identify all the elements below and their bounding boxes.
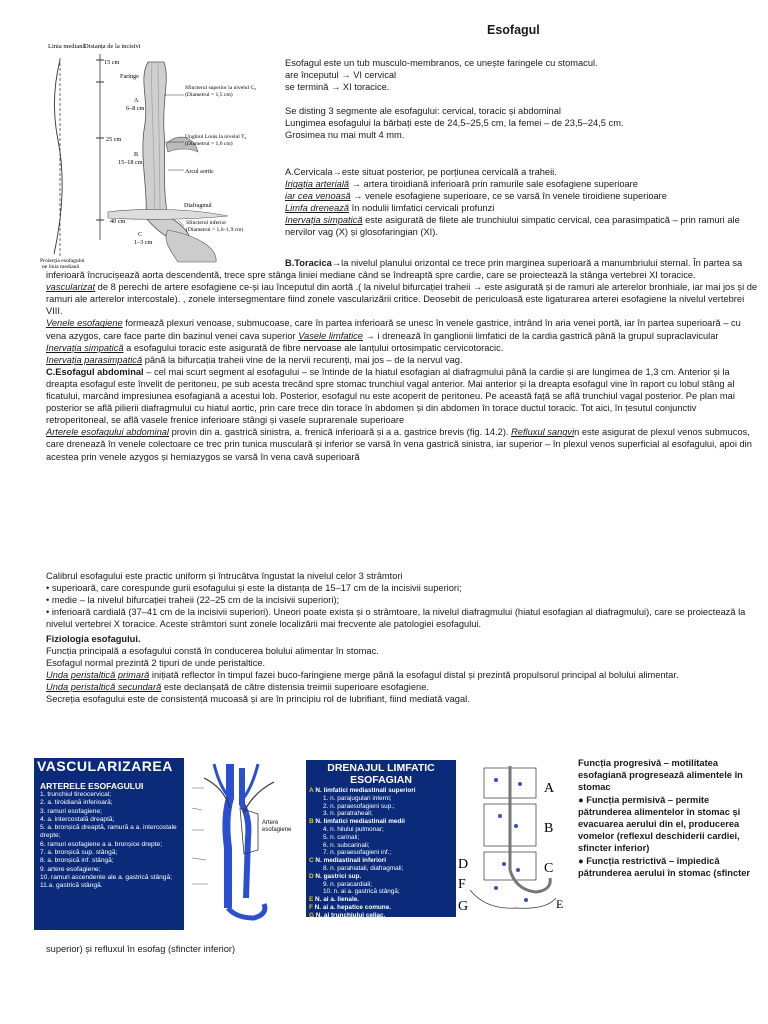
list-item: 11.a. gastrică stângă. xyxy=(40,882,103,890)
intro-line: Se disting 3 segmente ale esofagului: cervical, toracic și abdominal xyxy=(285,106,561,117)
list-item: F N. ai a. hepatice comune. xyxy=(309,903,392,911)
fig-label-pharynx: Faringe xyxy=(120,73,139,80)
intro-block xyxy=(285,57,755,142)
fig-label-15-18cm: 15–18 cm xyxy=(118,159,143,166)
drawing-letter-g: G xyxy=(458,899,469,914)
physiology-heading: Fiziologia esofagului. xyxy=(46,634,141,644)
arteries-subtitle: ARTERELE ESOFAGULUI xyxy=(40,781,144,791)
fig-label-lower-sphincter: Sfincterul inferior (Diametrul = 1,6–1,9 cm) xyxy=(186,220,244,233)
caliber-bullet: • superioară, care corespunde gurii esofagului și este la distanța de 15–17 cm de la incisivii superiori; xyxy=(46,583,462,594)
drainage-list xyxy=(309,787,416,920)
list-item: 4. a. intercostală dreaptă; xyxy=(40,815,115,823)
thoracic-veins-text: formează plexuri venoase, submucoase, care în partea inferioară se unesc în venele gastrice, intrând în aria venei portă, iar în partea superioară – cu vena azygos, care face parte din bazinul venei cava superior xyxy=(46,318,741,341)
list-item: 9. n. paracardiali; xyxy=(323,880,373,888)
thoracic-vasc-label: vascularizat xyxy=(46,282,96,293)
physiology-line: Funcția principală a esofagului constă în conducerea bolului alimentar în stomac. xyxy=(46,646,379,657)
cervical-lymph-label: Limfa drenează xyxy=(285,203,350,214)
list-item: E N. ai a. lienale. xyxy=(309,896,360,904)
list-item: A N. limfatici mediastinali superiori xyxy=(309,787,416,794)
thoracic-para-text: până la bifurcația traheii vine de la nervii recurenți, mai jos – de la nervul vag. xyxy=(142,354,463,365)
abdominal-arteries-text: provin din a. gastrică sinistra, a. frenică inferioară și a a. gastrice brevis (fig. 14.2). xyxy=(169,427,512,438)
thoracic-lymph-label: Vasele limfatice xyxy=(298,330,363,341)
list-item: 7. n. paraesofagieni inf.; xyxy=(323,849,392,857)
thoracic-section xyxy=(46,257,758,463)
caliber-bullet: • medie – la nivelul bifurcației traheii (22–25 cm de la incisivii superiori); xyxy=(46,595,340,606)
intro-line: Lungimea esofagului la bărbați este de 24,5–25,5 cm, la femei – de 23,5–24,5 cm. xyxy=(285,118,624,129)
esophagus-anatomy-figure xyxy=(38,40,283,268)
cervical-arterial-text: → artera tiroidiană inferioară prin ramurile sale esofagiene superioare xyxy=(349,179,638,190)
thoracic-lymph-text: → i drenează în ganglionii limfatici de la cardia gastrică până la grupul supraclavicular xyxy=(362,330,719,341)
drawing-letter-b: B xyxy=(544,821,554,836)
cervical-venous-text: → venele esofagiene superioare, ce se varsă în venele tiroidiene superioare xyxy=(350,191,667,202)
list-item: 4. n. hilului pulmonar; xyxy=(323,825,384,833)
list-item: 6. ramuri esofagiene a a. bronșice drepte; xyxy=(40,840,163,848)
thoracic-vasc-text: de 8 perechi de artere esofagiene ce-și iau începutul din aortă .( la nivelul bifurcației traheii → este asigurată și de ramuri ale arterelor bronhiale, iar mai jos și de ramuri ale arterelor intercostale). , zonele intersegmentare fiind zonele vascularizării critice. Deosebit de periculoasă este ligaturarea arterei esofagiene la nivelul vertebrei VIII. xyxy=(46,282,758,317)
list-item: 2. a. tiroidiană inferioară; xyxy=(40,799,113,807)
drawing-label-esophageal: esofagiene xyxy=(262,827,292,833)
list-item: B N. limfatici mediastinali medii xyxy=(309,818,405,826)
function-progressive: Funcția progresivă – motilitatea esofagiană progresează alimentele în stomac xyxy=(578,758,743,793)
cervical-innervation-text: este asigurată de filete ale trunchiului simpatic cervical, cea parasimpatică – prin ramuri ale nervilor vag (X) și glosofaringian (XI). xyxy=(285,215,740,238)
abdominal-heading: C.Esofagul abdominal xyxy=(46,366,144,377)
fig-label-c: C xyxy=(138,231,143,238)
list-item: 5. n. carinali; xyxy=(323,833,360,841)
drainage-title: DRENAJUL LIMFATIC ESOFAGIAN xyxy=(327,762,435,786)
cervical-venous-label: iar cea venoasă xyxy=(285,191,351,202)
physiology-section xyxy=(46,633,758,706)
list-item: 6. n. subcarinali; xyxy=(323,841,370,849)
thoracic-sym-text: a esofagului toracic este asigurată de fibre nervoase ale lanțului ortosimpatic cervicotoracic. xyxy=(123,342,504,353)
list-item: C N. mediastinali inferiori xyxy=(309,857,387,865)
list-item: 3. ramuri esofagiene; xyxy=(40,807,102,815)
list-item: 7. a. bronșică sup. stângă; xyxy=(40,849,118,857)
thoracic-veins-label: Venele esofagiene xyxy=(46,318,123,329)
page-title: Esofagul xyxy=(487,23,540,37)
vascularization-drawing xyxy=(184,758,298,930)
vascularization-panel xyxy=(34,758,298,930)
list-item: 10. n. ai a. gastrică stângă; xyxy=(323,888,400,896)
fig-label-15cm: 15 cm xyxy=(104,59,120,66)
secondary-wave-text: este declanșată de către distensia treimii superioare esofagiene. xyxy=(161,682,429,693)
arteries-list xyxy=(40,791,182,891)
fig-label-a: A xyxy=(134,97,139,104)
abdominal-reflux-label: Refluxul sangvi xyxy=(511,427,575,438)
fig-label-40cm: 40 cm xyxy=(110,218,126,225)
secondary-wave-label: Unda peristaltică secundară xyxy=(46,682,162,693)
physiology-line: Secreția esofagului este de consistență mucoasă și are în principiu rol de lubrifiant, fiind mediată vagal. xyxy=(46,694,470,705)
list-item: 1. trunchiul tireocervical; xyxy=(40,791,112,798)
footer-line: superior) și refluxul în esofag (sfincter inferior) xyxy=(46,944,236,954)
intro-line: se termină → XI toracice. xyxy=(285,82,390,93)
caliber-intro: Calibrul esofagului este practic uniform și întrucâtva îngustat la nivelul celor 3 strâmtori xyxy=(46,571,403,581)
drawing-letter-f: F xyxy=(458,877,466,892)
abdominal-text: – cel mai scurt segment al esofagului – se întinde de la hiatul esofagian al diafragmului până la cardie și are lungimea de 1,3 cm. Anterior și la dreapta esofagul este învelit de peritoneu, pe sub acesta trecând spre stomac trunchiul vagal anterior. Mai anterior și la dreapta esofagul vine în raport cu lobul stâng al ficatului, marcând impresiunea esofagiană a acestui lob. Posterior, esofagul nu este acoperit de peritoneu. Pe această față se află trunchiul vagal posterior. Pe plan mai posterior se află pilierii diafragmului cu hiatul aortic, prin care trece din torace în abdomen și din abdomen în torace ductul toracic. Tot aici, în țesutul conjunctiv retroperitoneal, se află vasele frenice inferioare stângi și vasele suprarenale superioare xyxy=(46,366,735,426)
caliber-section xyxy=(46,570,758,630)
list-item: D N. gastrici sup. xyxy=(309,872,362,880)
fig-label-aortic-arch: Arcul aortic xyxy=(185,169,214,175)
abdominal-arteries-label: Arterele esofagului abdominal xyxy=(46,427,170,438)
drawing-label-arteries: Artere xyxy=(262,820,279,826)
cervical-heading: A.Cervicala→este situat posterior, pe porțiunea cervicală a traheii. xyxy=(285,167,557,177)
drainage-legend xyxy=(306,760,456,917)
lymphatic-drainage-panel xyxy=(306,760,572,917)
list-item: 9. artere esofagiene; xyxy=(40,865,101,873)
fig-label-25cm: 25 cm xyxy=(106,136,122,143)
fig-label-projection: Proiecția esofagului pe linia mediană xyxy=(40,258,85,268)
functions-sidebar xyxy=(578,757,758,879)
drainage-drawing xyxy=(456,760,572,917)
primary-wave-label: Unda peristaltică primară xyxy=(46,670,150,681)
caliber-bullet: • inferioară cardială (37–41 cm de la incisivii superiori). Uneori poate exista și o strâmtoare, la nivelul diafragmului (hiatul esofagian al diafragmului), care se proiectează la nivelul vertebrei X toracice. Aceste strâmtori sunt zonele localizării mai frecvente ale patologiei esofagului. xyxy=(46,607,746,630)
fig-label-midline: Linia mediană xyxy=(48,43,86,50)
list-item: 1. n. parajugulari interni; xyxy=(323,794,392,802)
drawing-letter-c: C xyxy=(544,861,554,876)
vascularization-legend xyxy=(34,758,184,930)
fig-label-upper-sphincter: Sfincterul superior la nivelul C₆ (Diametrul = 1,5 cm) xyxy=(185,85,257,98)
physiology-line: Esofagul normal prezintă 2 tipuri de unde peristaltice. xyxy=(46,658,266,669)
fig-label-6-8cm: 6–8 cm xyxy=(126,105,145,112)
cervical-innervation-label: Inervația simpatică xyxy=(285,215,363,226)
intro-line: are începutul → VI cervical xyxy=(285,70,397,81)
thoracic-heading-text: la nivelul planului orizontal ce trece prin marginea superioară a manumbriului sternal. În partea sa inferioară încrucișează aorta descendentă, trece spre stânga liniei mediane când se îndreaptă spre cardie, care se proiectează la stânga vertebrei XI toracice. xyxy=(46,258,743,281)
primary-wave-text: inițiată reflector în timpul fazei buco-faringiene merge până la esofagul distal și prezintă propulsorul principal al bolului alimentar. xyxy=(149,670,679,681)
thoracic-para-label: Inervația parasimpatică xyxy=(46,354,143,365)
list-item: 5. a. bronșică dreaptă, ramură a a. intercostale drepte; xyxy=(40,824,177,840)
fig-label-1-3cm: 1–3 cm xyxy=(134,239,153,246)
function-restrictive: ● Funcția restrictivă – împiedică pătrunderea aerului în stomac (sfincter xyxy=(578,855,751,878)
thoracic-heading: B.Toracica→ xyxy=(285,258,342,268)
intro-line: Grosimea nu mai mult 4 mm. xyxy=(285,130,405,141)
cervical-lymph-text: în nodulii limfatici cervicali profunzi xyxy=(349,203,495,214)
drawing-letter-d: D xyxy=(458,857,469,872)
thoracic-sym-label: Inervația simpatică xyxy=(46,342,124,353)
list-item: 3. n. paratraheali; xyxy=(323,810,373,818)
list-item: 2. n. paraesofagieni sup.; xyxy=(323,802,395,810)
fig-label-louis: Unghiul Louis la nivelul T₄ (Diametrul = 1,6 cm) xyxy=(185,134,247,147)
list-item: 8. a. bronșică inf. stângă; xyxy=(40,857,114,865)
drawing-letter-e: E xyxy=(556,897,564,911)
drawing-letter-a: A xyxy=(544,781,555,796)
fig-label-distance: Distanța de la incisivi xyxy=(84,43,141,50)
cervical-arterial-label: Irigația arterială xyxy=(285,179,350,190)
intro-line: Esofagul este un tub musculo-membranos, ce unește faringele cu stomacul. xyxy=(285,58,598,68)
cervical-section xyxy=(285,166,755,239)
fig-label-b: B xyxy=(134,151,139,158)
vascularization-title: VASCULARIZAREA xyxy=(37,758,173,774)
esophagus-diagram xyxy=(38,40,283,268)
list-item: 10. ramuri ascendente ale a. gastrică stângă; xyxy=(40,873,172,881)
abdominal-reflux-text: n este asigurat de plexul venos submucos, care drenează în venele colectoare ce trec prin tunica musculară și inferior se varsă în vena gastrică sinistra, iar superior – în plexul venos superficial al esofagului, apoi din acestea prin venele azygos și hemiazygos se varsă în vena cavă superioară xyxy=(46,427,752,462)
fig-label-diaphragm: Diafragmul xyxy=(184,203,212,209)
list-item: G N. ai trunchiului celiac. xyxy=(309,911,386,919)
function-permissive: ● Funcția permisivă – permite pătrunderea alimentelor în stomac și evacuarea aerului din el, producerea vomelor (reflexul deschiderii cardiei, sfincter inferior) xyxy=(578,794,741,854)
list-item: 8. n. parahiatali, diafragmali; xyxy=(323,864,404,872)
